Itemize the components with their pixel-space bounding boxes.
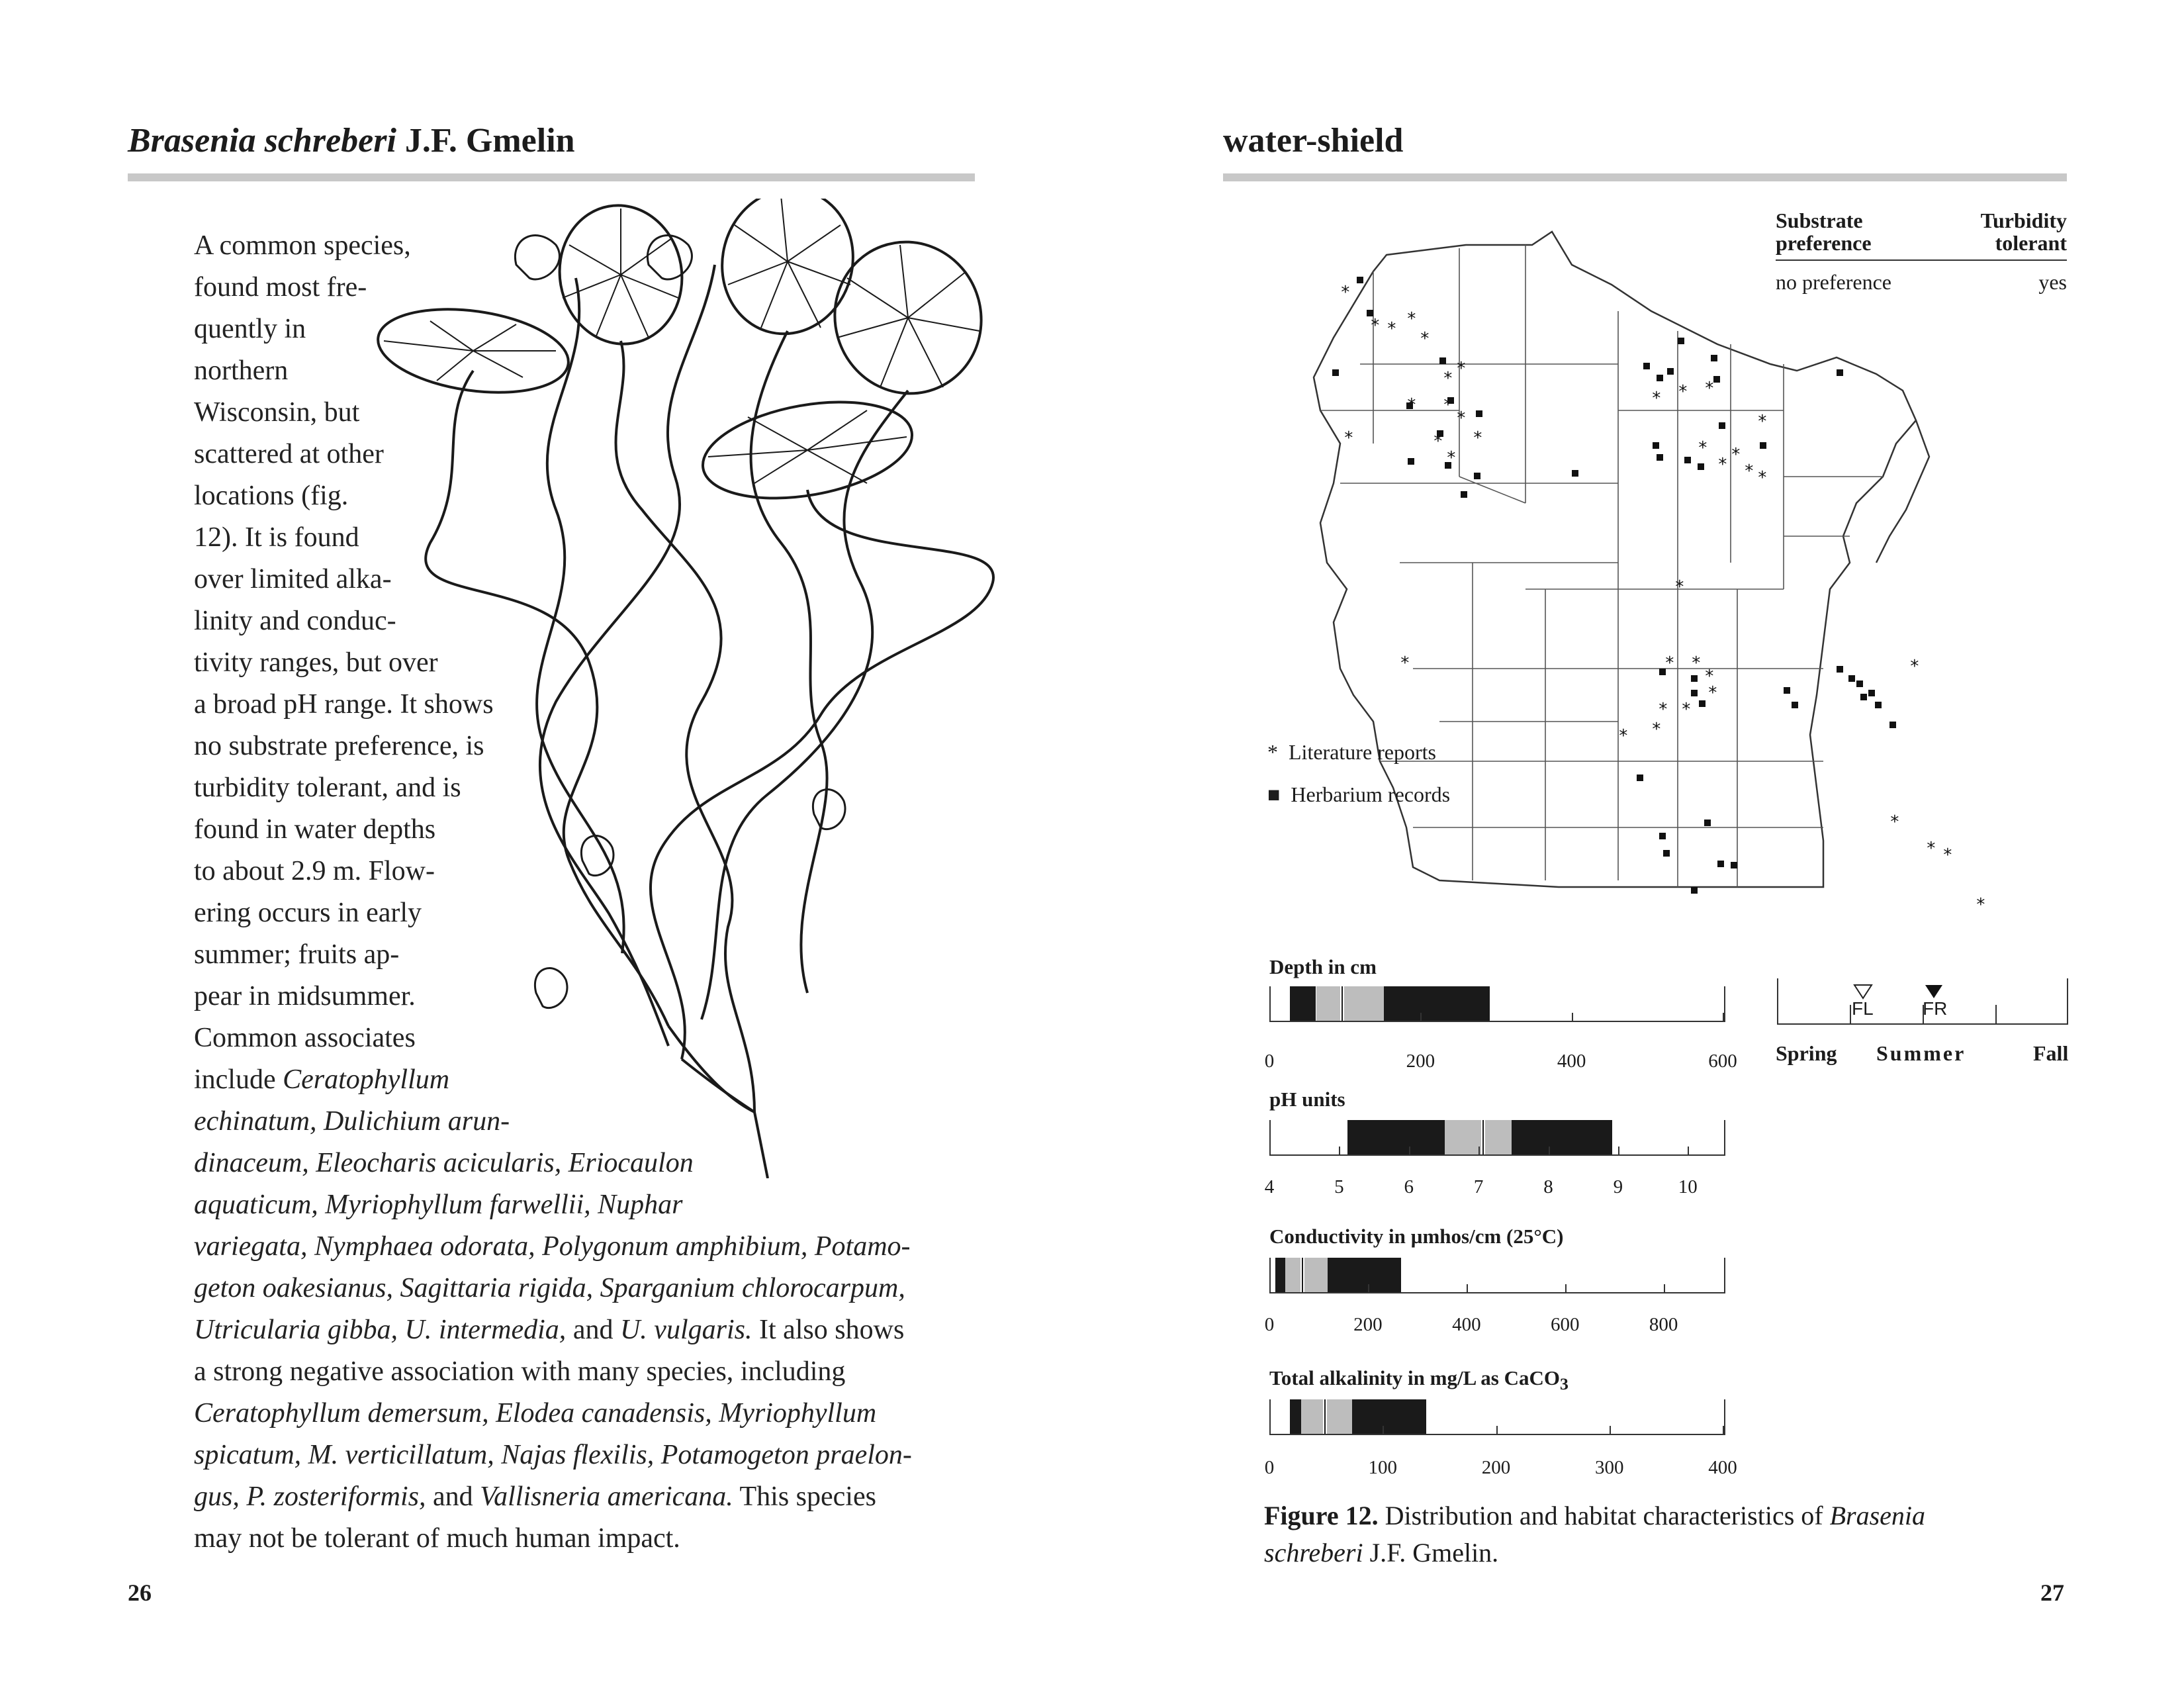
text-line: found most fre-: [194, 272, 367, 303]
tick-label: 0: [1264, 1314, 1275, 1335]
caption-text: Distribution and habitat characteristics of: [1378, 1501, 1830, 1530]
species-italic: Ceratophyllum: [283, 1064, 450, 1095]
text-line: linity and conduc-: [194, 606, 396, 636]
legend-literature: [1267, 740, 1436, 765]
chart-title: pH units: [1269, 1088, 1345, 1111]
right-page-number: 27: [2040, 1579, 2064, 1606]
svg-text:*: *: [1340, 283, 1351, 303]
tick-label: 100: [1368, 1457, 1397, 1478]
species-author: J.F. Gmelin: [396, 122, 575, 160]
svg-text:*: *: [1443, 369, 1453, 389]
range-lower-segment: [1290, 1399, 1301, 1434]
text-line: [194, 1476, 962, 1518]
range-upper-segment: [1352, 1399, 1426, 1434]
season-spring: Spring: [1776, 1041, 1837, 1065]
tick-mark: [1688, 1147, 1689, 1156]
svg-text:*: *: [1678, 382, 1688, 402]
tick-label: 200: [1406, 1051, 1435, 1072]
left-page-number: 26: [128, 1579, 152, 1606]
text-line: [194, 1226, 962, 1268]
tick-mark: [1572, 1013, 1573, 1022]
text-line: scattered at other: [194, 439, 384, 469]
svg-text:*: *: [1707, 683, 1718, 703]
tick-mark: [1467, 1284, 1468, 1293]
tick-label: 800: [1649, 1314, 1678, 1335]
tick-mark: [1339, 1147, 1340, 1156]
text-line: ering occurs in early: [194, 898, 422, 928]
text-line: [194, 1101, 962, 1143]
svg-text:*: *: [1473, 428, 1483, 448]
species-italic: gus, P. zosteriformis,: [194, 1481, 426, 1512]
chart-title: Total alkalinity in mg/L as CaCO$_3$: [1269, 1366, 1569, 1394]
svg-text:*: *: [1433, 432, 1443, 451]
svg-text:*: *: [1942, 845, 1953, 865]
tick-mark: [1383, 1426, 1384, 1435]
tick-mark: [1723, 1426, 1724, 1435]
text-line: [194, 1143, 962, 1184]
table-header-line: Turbidity: [1980, 209, 2067, 232]
tick-label: 0: [1264, 1051, 1275, 1072]
svg-text:*: *: [1406, 395, 1417, 415]
phenology-chart: [1777, 978, 2068, 1025]
tick-label: 400: [1557, 1051, 1586, 1072]
species-italic: dinaceum, Eleocharis acicularis, Eriocaulon: [194, 1148, 694, 1178]
svg-text:*: *: [1704, 667, 1715, 686]
text-line: summer; fruits ap-: [194, 939, 400, 970]
tick-label: 400: [1452, 1314, 1481, 1335]
svg-text:*: *: [1717, 455, 1728, 475]
tick-label: 200: [1353, 1314, 1383, 1335]
svg-text:*: *: [1443, 395, 1453, 415]
tick-mark: [1368, 1284, 1369, 1293]
species-italic: geton oakesianus, Sagittaria rigida, Sparganium chlorocarpum,: [194, 1273, 905, 1303]
text-line: northern: [194, 355, 289, 386]
tick-mark: [1496, 1426, 1498, 1435]
legend-label: Herbarium records: [1291, 782, 1451, 806]
turbidity-header: [1981, 209, 2067, 254]
text-line: [194, 1059, 962, 1101]
turbidity-value: yes: [2038, 270, 2067, 294]
caption-species: schreberi: [1264, 1538, 1363, 1568]
text-line: may not be tolerant of much human impact.: [194, 1523, 680, 1554]
range-lower-segment: [1275, 1258, 1285, 1292]
tick-label: 4: [1264, 1176, 1275, 1197]
svg-text:*: *: [1731, 445, 1741, 465]
tick-mark: [1269, 1147, 1271, 1156]
text-span: This species: [733, 1481, 876, 1512]
range-bar-frame: [1269, 1258, 1725, 1293]
text-line: turbidity tolerant, and is: [194, 773, 461, 803]
chart-title: Depth in cm: [1269, 955, 1377, 978]
door-peninsula: [1876, 420, 1929, 563]
tick-mark: [1723, 1013, 1724, 1022]
range-median-line: [1324, 1399, 1326, 1434]
phenology-tick: [1995, 1005, 1997, 1025]
text-line: locations (fig.: [194, 481, 349, 511]
herbarium-icon: ■: [1267, 782, 1281, 806]
tick-mark: [1269, 1284, 1271, 1293]
species-italic: aquaticum, Myriophyllum farwellii, Nuphar: [194, 1190, 683, 1220]
fruiting-marker-icon: [1924, 984, 1944, 1000]
text-line: found in water depths: [194, 814, 436, 845]
text-line: [194, 1434, 962, 1476]
text-line: [194, 1309, 962, 1351]
tick-label: 7: [1473, 1176, 1484, 1197]
caption-label: Figure 12.: [1264, 1501, 1379, 1530]
tick-mark: [1565, 1284, 1567, 1293]
tick-label: 5: [1334, 1176, 1344, 1197]
svg-text:*: *: [1456, 408, 1467, 428]
tick-mark: [1618, 1147, 1619, 1156]
tick-mark: [1269, 1426, 1271, 1435]
range-bar-frame: [1269, 1399, 1725, 1435]
range-interquartile-segment: [1316, 986, 1385, 1021]
species-name: Brasenia schreberi: [128, 122, 396, 160]
svg-text:*: *: [1651, 389, 1662, 408]
svg-text:*: *: [1370, 316, 1381, 336]
tick-mark: [1420, 1013, 1422, 1022]
tick-label: 9: [1613, 1176, 1623, 1197]
phenology-axis: [1777, 1023, 2068, 1025]
species-italic: Vallisneria americana.: [480, 1481, 733, 1512]
tick-mark: [1664, 1284, 1665, 1293]
svg-text:*: *: [1420, 329, 1430, 349]
tick-label: 8: [1543, 1176, 1553, 1197]
svg-text:*: *: [1926, 839, 1936, 859]
text-line: to about 2.9 m. Flow-: [194, 856, 435, 886]
range-lower-segment: [1290, 986, 1316, 1021]
table-header-line: tolerant: [1995, 231, 2067, 255]
wisconsin-distribution-map: [1307, 192, 2002, 940]
tick-mark: [1549, 1147, 1550, 1156]
table-header-line: preference: [1776, 231, 1872, 255]
text-line: [194, 1393, 962, 1434]
text-line: Common associates: [194, 1023, 416, 1053]
substrate-value: no preference: [1776, 270, 1891, 294]
range-interquartile-segment: [1285, 1258, 1327, 1292]
tick-label: 200: [1481, 1457, 1511, 1478]
svg-text:*: *: [1757, 412, 1768, 432]
svg-text:*: *: [1343, 428, 1354, 448]
svg-text:*: *: [1446, 448, 1457, 468]
text-line: a broad pH range. It shows: [194, 689, 494, 720]
svg-text:*: *: [1976, 895, 1986, 915]
chart-title: Conductivity in µmhos/cm (25°C): [1269, 1225, 1564, 1248]
range-lower-segment: [1347, 1120, 1445, 1154]
flowering-label: FL: [1852, 998, 1874, 1019]
species-italic: Ceratophyllum demersum, Elodea canadensis, Myriophyllum: [194, 1398, 877, 1429]
svg-text:*: *: [1618, 726, 1629, 746]
species-italic: Utricularia gibba, U. intermedia,: [194, 1315, 567, 1345]
caption-text: J.F. Gmelin.: [1363, 1538, 1499, 1568]
tick-mark: [1409, 1147, 1410, 1156]
literature-icon: *: [1267, 740, 1278, 764]
left-body-text: [194, 225, 962, 1560]
text-span: and: [426, 1481, 480, 1512]
tick-label: 600: [1550, 1314, 1580, 1335]
svg-text:*: *: [1757, 468, 1768, 488]
fruiting-label: FR: [1923, 998, 1948, 1019]
tick-mark: [1479, 1147, 1480, 1156]
range-upper-segment: [1384, 986, 1490, 1021]
tick-mark: [1610, 1426, 1611, 1435]
svg-text:*: *: [1400, 653, 1410, 673]
flowering-marker-icon: [1853, 984, 1873, 1000]
tick-label: 10: [1678, 1176, 1698, 1197]
svg-text:*: *: [1651, 720, 1662, 739]
svg-text:*: *: [1889, 812, 1900, 832]
caption-species: Brasenia: [1829, 1501, 1926, 1530]
text-line: Wisconsin, but: [194, 397, 360, 428]
svg-text:*: *: [1909, 657, 1920, 677]
text-line: a strong negative association with many species, including: [194, 1356, 846, 1387]
phenology-tick: [1777, 978, 1778, 1025]
range-median-line: [1342, 986, 1343, 1021]
text-line: no substrate preference, is: [194, 731, 484, 761]
right-page-title: water-shield: [1223, 122, 1404, 160]
left-page-title: [128, 121, 575, 160]
phenology-tick: [2067, 978, 2068, 1025]
tick-label: 400: [1708, 1457, 1737, 1478]
season-summer: Summer: [1876, 1041, 1966, 1065]
range-bar-frame: [1269, 1120, 1725, 1156]
tick-mark: [1269, 1013, 1271, 1022]
svg-text:*: *: [1674, 577, 1685, 597]
text-line: over limited alka-: [194, 564, 392, 594]
text-line: pear in midsummer.: [194, 981, 416, 1011]
text-line: tivity ranges, but over: [194, 647, 438, 678]
left-header-rule: [128, 173, 975, 181]
svg-text:*: *: [1744, 461, 1754, 481]
text-line: A common species,: [194, 230, 411, 261]
chart-title-subscript: 3: [1559, 1374, 1569, 1394]
text-span: It also shows: [752, 1315, 905, 1345]
svg-text:*: *: [1658, 700, 1668, 720]
svg-text:*: *: [1664, 653, 1675, 673]
figure-caption: [1264, 1497, 2025, 1571]
text-line: [194, 1184, 962, 1226]
substrate-header: [1776, 209, 1872, 254]
species-italic: echinatum, Dulichium arun-: [194, 1106, 510, 1137]
season-fall: Fall: [2033, 1041, 2069, 1065]
range-median-line: [1482, 1120, 1484, 1154]
text-line: 12). It is found: [194, 522, 359, 553]
species-italic: variegata, Nymphaea odorata, Polygonum amphibium, Potamo-: [194, 1231, 911, 1262]
phenology-tick: [1850, 1005, 1851, 1025]
text-line: quently in: [194, 314, 306, 344]
svg-text:*: *: [1456, 359, 1467, 379]
table-header-line: Substrate: [1776, 209, 1863, 232]
table-rule: [1776, 259, 2067, 261]
text-span: and: [566, 1315, 620, 1345]
svg-text:*: *: [1681, 700, 1692, 720]
svg-text:*: *: [1387, 319, 1397, 339]
range-bar-frame: [1269, 986, 1725, 1022]
tick-label: 600: [1708, 1051, 1737, 1072]
range-upper-segment: [1328, 1258, 1402, 1292]
svg-text:*: *: [1691, 653, 1702, 673]
species-italic: spicatum, M. verticillatum, Najas flexilis, Potamogeton praelon-: [194, 1440, 912, 1470]
tick-label: 300: [1595, 1457, 1624, 1478]
right-header-rule: [1223, 173, 2067, 181]
svg-text:*: *: [1698, 438, 1708, 458]
legend-label: Literature reports: [1289, 740, 1436, 764]
tick-label: 0: [1264, 1457, 1275, 1478]
text-span: include: [194, 1064, 283, 1095]
text-line: [194, 1268, 962, 1309]
tick-label: 6: [1404, 1176, 1414, 1197]
range-median-line: [1302, 1258, 1303, 1292]
range-upper-segment: [1512, 1120, 1613, 1154]
svg-text:*: *: [1406, 309, 1417, 329]
svg-text:*: *: [1704, 379, 1715, 399]
species-italic: U. vulgaris.: [619, 1315, 752, 1345]
legend-herbarium: [1267, 782, 1450, 807]
